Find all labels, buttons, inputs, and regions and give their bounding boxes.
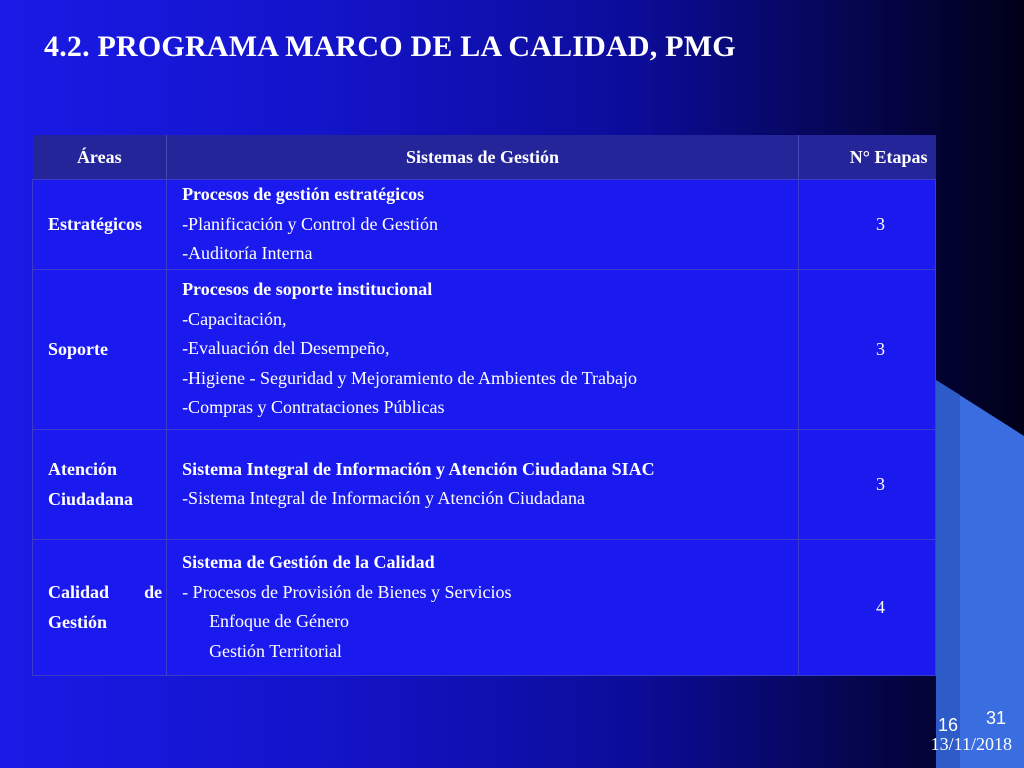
slide-title: 4.2. PROGRAMA MARCO DE LA CALIDAD, PMG [44,30,736,63]
area-cell [33,180,167,270]
system-item: -Capacitación, [182,308,287,329]
table-row [33,539,936,675]
systems-cell [167,180,799,270]
system-subitem: Enfoque de Género [209,611,350,631]
table-row [33,429,936,539]
slide-date: 13/11/2018 [930,734,1012,754]
area-label: Ciudadana [48,489,134,509]
system-heading: Sistema Integral de Información y Atención Ciudadana SIAC [182,458,655,479]
accent-triangle-shadow [936,380,960,768]
systems-cell [167,269,799,429]
table-header-row [33,135,936,180]
area-label: de [144,582,163,602]
area-label: Estratégicos [48,214,142,235]
page-number: 16 [937,715,958,735]
system-item: -Evaluación del Desempeño, [182,338,390,359]
etapas-cell: 3 [798,180,935,270]
header-n-etapas: N° Etapas [798,135,935,180]
header-areas: Áreas [33,135,167,180]
area-cell [33,429,167,539]
system-item: -Auditoría Interna [182,243,313,263]
system-item: -Compras y Contrataciones Públicas [182,397,445,418]
system-item: - Procesos de Provisión de Bienes y Servicios [182,581,512,602]
system-subitem: Gestión Territorial [209,640,342,661]
etapas-cell: 3 [798,269,935,429]
system-heading: Procesos de soporte institucional [182,279,433,300]
area-label-line [48,577,166,607]
etapas-cell: 4 [798,539,935,675]
system-item: -Planificación y Control de Gestión [182,213,439,234]
slide-number: 31 [985,708,1006,728]
system-heading: Sistema de Gestión de la Calidad [182,552,435,572]
table-row [33,180,936,270]
area-label: Atención [48,459,117,479]
area-cell [33,539,167,675]
header-sistemas-de-gestion: Sistemas de Gestión [167,135,799,180]
table-row [33,269,936,429]
systems-cell [167,539,799,675]
system-item: -Higiene - Seguridad y Mejoramiento de Ambientes de Trabajo [182,367,637,388]
system-item: -Sistema Integral de Información y Atención Ciudadana [182,488,585,508]
systems-cell [167,429,799,539]
area-label: Gestión [48,612,108,632]
management-systems-table [32,135,936,676]
area-cell [33,269,167,429]
etapas-cell: 3 [798,429,935,539]
area-label: Calidad [48,582,110,602]
area-label: Soporte [48,339,108,359]
system-heading: Procesos de gestión estratégicos [182,184,425,204]
